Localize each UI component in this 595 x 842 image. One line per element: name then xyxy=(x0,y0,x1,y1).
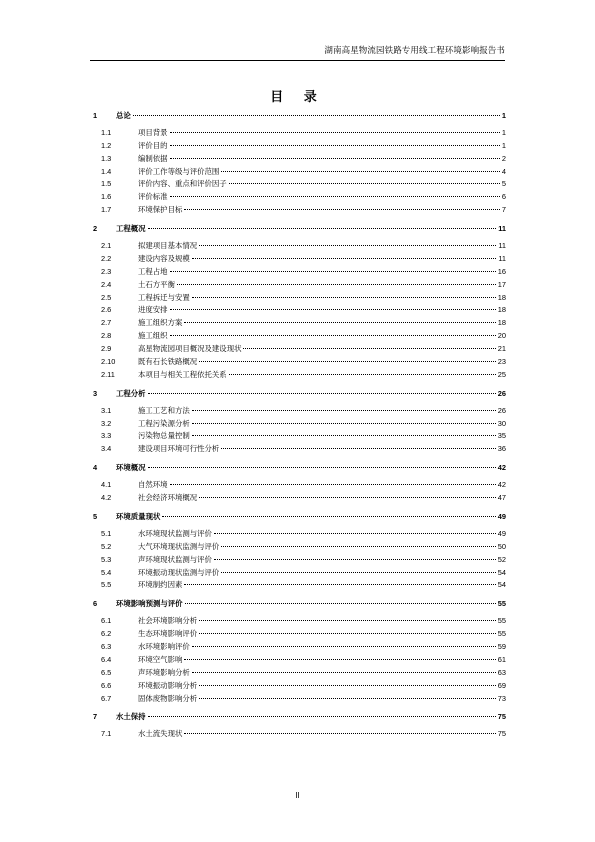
toc-entry-number: 1.7 xyxy=(101,205,112,215)
toc-dot-leader xyxy=(192,410,496,411)
toc-section-entry[interactable] xyxy=(90,166,506,179)
toc-dot-leader xyxy=(184,584,495,585)
toc-entry-page: 69 xyxy=(497,680,506,690)
toc-entry-number: 2.1 xyxy=(101,241,112,251)
table-of-contents xyxy=(90,110,506,741)
toc-entry-title: 水土保持 xyxy=(116,712,146,722)
toc-entry-number: 4.1 xyxy=(101,480,112,490)
toc-entry-title: 污染物总量控制 xyxy=(138,431,190,441)
toc-section-entry[interactable] xyxy=(90,253,506,266)
toc-dot-leader xyxy=(214,533,496,534)
toc-entry-title: 既有石长铁路概况 xyxy=(138,357,198,367)
toc-entry-number: 3 xyxy=(93,388,98,398)
toc-entry-page: 26 xyxy=(497,405,506,415)
toc-section-entry[interactable] xyxy=(90,140,506,153)
toc-entry-number: 1.6 xyxy=(101,192,112,202)
toc-entry-number: 6.5 xyxy=(101,667,112,677)
toc-entry-title: 评价标准 xyxy=(138,192,168,202)
toc-section-entry[interactable] xyxy=(90,279,506,292)
toc-entry-title: 水环境现状监测与评价 xyxy=(138,528,212,538)
toc-entry-number: 1.1 xyxy=(101,127,112,137)
toc-section-entry[interactable] xyxy=(90,443,506,456)
toc-entry-page: 16 xyxy=(497,266,506,276)
toc-dot-leader xyxy=(199,497,496,498)
toc-dot-leader xyxy=(148,393,496,394)
toc-dot-leader xyxy=(170,158,500,159)
toc-entry-number: 5.2 xyxy=(101,541,112,551)
toc-entry-title: 高星物流园项目概况及建设现状 xyxy=(138,344,242,354)
toc-entry-page: 75 xyxy=(497,729,506,739)
toc-dot-leader xyxy=(184,322,495,323)
toc-dot-leader xyxy=(199,361,496,362)
toc-section-entry[interactable] xyxy=(90,266,506,279)
toc-entry-page: 50 xyxy=(497,541,506,551)
toc-entry-title: 声环境影响分析 xyxy=(138,667,190,677)
toc-entry-number: 2.4 xyxy=(101,279,112,289)
toc-dot-leader xyxy=(192,258,497,259)
toc-entry-page: 20 xyxy=(497,331,506,341)
toc-entry-page: 42 xyxy=(497,480,506,490)
toc-dot-leader xyxy=(199,245,496,246)
toc-entry-page: 2 xyxy=(501,153,506,163)
toc-entry-title: 环境振动影响分析 xyxy=(138,680,198,690)
toc-entry-title: 评价工作等级与评价范围 xyxy=(138,166,220,176)
toc-dot-leader xyxy=(229,183,500,184)
toc-entry-page: 18 xyxy=(497,292,506,302)
toc-section-entry[interactable] xyxy=(90,528,506,541)
toc-dot-leader xyxy=(199,698,496,699)
toc-section-entry[interactable] xyxy=(90,292,506,305)
toc-chapter-entry[interactable] xyxy=(90,388,506,401)
toc-dot-leader xyxy=(184,209,500,210)
toc-entry-page: 26 xyxy=(497,388,506,398)
toc-dot-leader xyxy=(148,716,496,717)
toc-entry-page: 23 xyxy=(497,357,506,367)
toc-entry-page: 17 xyxy=(497,279,506,289)
toc-entry-title: 编制依据 xyxy=(138,153,168,163)
toc-dot-leader xyxy=(214,559,496,560)
toc-entry-number: 2.7 xyxy=(101,318,112,328)
toc-entry-title: 施工组织 xyxy=(138,331,168,341)
toc-dot-leader xyxy=(192,646,496,647)
toc-entry-number: 1 xyxy=(93,111,98,120)
toc-entry-page: 49 xyxy=(497,511,506,521)
toc-dot-leader xyxy=(243,348,495,349)
toc-entry-title: 工程占地 xyxy=(138,266,168,276)
toc-entry-title: 施工组织方案 xyxy=(138,318,183,328)
toc-entry-number: 6.6 xyxy=(101,680,112,690)
toc-entry-number: 6.7 xyxy=(101,693,112,703)
toc-entry-number: 4 xyxy=(93,463,98,473)
toc-entry-title: 环境概况 xyxy=(116,463,146,473)
toc-entry-title: 水环境影响评价 xyxy=(138,641,190,651)
page-number: II xyxy=(295,791,300,800)
toc-entry-number: 6.3 xyxy=(101,641,112,651)
toc-section-entry[interactable] xyxy=(90,369,506,382)
toc-entry-title: 工程分析 xyxy=(116,388,146,398)
running-header xyxy=(90,44,505,61)
toc-dot-leader xyxy=(199,620,496,621)
toc-dot-leader xyxy=(162,516,495,517)
toc-section-entry[interactable] xyxy=(90,330,506,343)
toc-entry-page: 1 xyxy=(501,111,506,120)
toc-entry-title: 评价目的 xyxy=(138,140,168,150)
toc-entry-number: 2.9 xyxy=(101,344,112,354)
toc-entry-page: 7 xyxy=(501,205,506,215)
toc-chapter-entry[interactable] xyxy=(90,511,506,524)
toc-section-entry[interactable] xyxy=(90,680,506,693)
toc-entry-number: 5.1 xyxy=(101,528,112,538)
toc-section-entry[interactable] xyxy=(90,667,506,680)
toc-chapter-entry[interactable] xyxy=(90,598,506,611)
toc-entry-title: 进度安排 xyxy=(138,305,168,315)
toc-entry-page: 11 xyxy=(498,241,506,251)
toc-entry-title: 声环境现状监测与评价 xyxy=(138,554,212,564)
toc-entry-number: 3.3 xyxy=(101,431,112,441)
toc-entry-number: 2.3 xyxy=(101,266,112,276)
toc-dot-leader xyxy=(221,171,500,172)
toc-dot-leader xyxy=(148,467,496,468)
toc-section-entry[interactable] xyxy=(90,304,506,317)
toc-section-entry[interactable] xyxy=(90,615,506,628)
toc-entry-page: 47 xyxy=(497,493,506,503)
toc-section-entry[interactable] xyxy=(90,343,506,356)
toc-section-entry[interactable] xyxy=(90,479,506,492)
toc-entry-number: 1.2 xyxy=(101,140,112,150)
toc-entry-title: 固体废物影响分析 xyxy=(138,693,198,703)
toc-entry-page: 55 xyxy=(497,599,506,609)
toc-entry-number: 6.1 xyxy=(101,616,112,626)
toc-entry-page: 59 xyxy=(497,641,506,651)
toc-section-entry[interactable] xyxy=(90,492,506,505)
toc-dot-leader xyxy=(170,484,496,485)
toc-entry-page: 55 xyxy=(497,616,506,626)
toc-entry-number: 1.3 xyxy=(101,153,112,163)
toc-entry-title: 社会环境影响分析 xyxy=(138,616,198,626)
toc-dot-leader xyxy=(184,659,495,660)
toc-entry-number: 6 xyxy=(93,599,98,609)
toc-dot-leader xyxy=(170,196,500,197)
toc-dot-leader xyxy=(170,309,496,310)
toc-section-entry[interactable] xyxy=(90,554,506,567)
toc-entry-title: 环境影响预测与评价 xyxy=(116,599,183,609)
toc-entry-number: 5.4 xyxy=(101,567,112,577)
toc-entry-number: 2.11 xyxy=(101,369,115,379)
toc-dot-leader xyxy=(170,132,500,133)
toc-entry-number: 6.2 xyxy=(101,629,112,639)
toc-entry-title: 拟建项目基本情况 xyxy=(138,241,198,251)
toc-entry-number: 7.1 xyxy=(101,729,112,739)
toc-entry-title: 总论 xyxy=(116,111,131,120)
toc-entry-number: 6.4 xyxy=(101,654,112,664)
toc-section-entry[interactable] xyxy=(90,356,506,369)
toc-entry-title: 环境空气影响 xyxy=(138,654,183,664)
toc-section-entry[interactable] xyxy=(90,418,506,431)
toc-dot-leader xyxy=(192,297,496,298)
toc-entry-title: 建设内容及规模 xyxy=(138,253,190,263)
toc-entry-title: 大气环境现状监测与评价 xyxy=(138,541,220,551)
toc-section-entry[interactable] xyxy=(90,191,506,204)
toc-chapter-entry[interactable] xyxy=(90,462,506,475)
toc-entry-page: 30 xyxy=(497,418,506,428)
toc-entry-title: 工程概况 xyxy=(116,224,146,234)
toc-entry-title: 土石方平衡 xyxy=(138,279,175,289)
toc-entry-title: 水土流失现状 xyxy=(138,729,183,739)
toc-entry-number: 2 xyxy=(93,224,98,234)
toc-entry-number: 4.2 xyxy=(101,493,112,503)
toc-chapter-entry[interactable] xyxy=(90,711,506,724)
toc-entry-number: 3.4 xyxy=(101,444,112,454)
toc-section-entry[interactable] xyxy=(90,178,506,191)
toc-section-entry[interactable] xyxy=(90,693,506,706)
toc-entry-number: 3.1 xyxy=(101,405,112,415)
toc-entry-page: 54 xyxy=(497,567,506,577)
toc-entry-page: 1 xyxy=(501,140,506,150)
toc-entry-title: 评价内容、重点和评价因子 xyxy=(138,179,227,189)
toc-entry-title: 工程拆迁与安置 xyxy=(138,292,190,302)
toc-section-entry[interactable] xyxy=(90,628,506,641)
toc-section-entry[interactable] xyxy=(90,317,506,330)
toc-entry-title: 工程污染源分析 xyxy=(138,418,190,428)
toc-entry-page: 73 xyxy=(497,693,506,703)
toc-entry-title: 环境制约因素 xyxy=(138,580,183,590)
toc-entry-number: 5.3 xyxy=(101,554,112,564)
toc-section-entry[interactable] xyxy=(90,430,506,443)
toc-entry-page: 36 xyxy=(497,444,506,454)
toc-entry-number: 5.5 xyxy=(101,580,112,590)
toc-entry-title: 施工工艺和方法 xyxy=(138,405,190,415)
toc-entry-page: 5 xyxy=(501,179,506,189)
toc-entry-number: 2.2 xyxy=(101,253,112,263)
toc-dot-leader xyxy=(184,733,495,734)
toc-entry-title: 环境振动现状监测与评价 xyxy=(138,567,220,577)
toc-entry-page: 55 xyxy=(497,629,506,639)
toc-chapter-entry[interactable] xyxy=(90,223,506,236)
toc-section-entry[interactable] xyxy=(90,127,506,140)
toc-entry-page: 1 xyxy=(501,127,506,137)
toc-section-entry[interactable] xyxy=(90,567,506,580)
toc-entry-title: 环境保护目标 xyxy=(138,205,183,215)
toc-entry-number: 2.5 xyxy=(101,292,112,302)
toc-entry-page: 4 xyxy=(501,166,506,176)
toc-entry-page: 63 xyxy=(497,667,506,677)
toc-section-entry[interactable] xyxy=(90,240,506,253)
toc-entry-number: 3.2 xyxy=(101,418,112,428)
toc-entry-page: 54 xyxy=(497,580,506,590)
toc-section-entry[interactable] xyxy=(90,579,506,592)
toc-section-entry[interactable] xyxy=(90,641,506,654)
toc-section-entry[interactable] xyxy=(90,654,506,667)
toc-section-entry[interactable] xyxy=(90,153,506,166)
toc-entry-title: 自然环境 xyxy=(138,480,168,490)
toc-dot-leader xyxy=(170,271,496,272)
toc-dot-leader xyxy=(221,572,495,573)
toc-dot-leader xyxy=(221,448,495,449)
toc-section-entry[interactable] xyxy=(90,405,506,418)
toc-section-entry[interactable] xyxy=(90,204,506,217)
toc-dot-leader xyxy=(133,115,500,116)
toc-entry-number: 1.5 xyxy=(101,179,112,189)
toc-entry-page: 11 xyxy=(498,253,506,263)
toc-dot-leader xyxy=(192,435,496,436)
toc-dot-leader xyxy=(148,228,497,229)
toc-dot-leader xyxy=(192,672,496,673)
toc-entry-page: 75 xyxy=(497,712,506,722)
toc-entry-page: 61 xyxy=(497,654,506,664)
toc-entry-page: 21 xyxy=(497,344,506,354)
toc-entry-number: 5 xyxy=(93,511,98,521)
toc-entry-number: 2.10 xyxy=(101,357,116,367)
toc-entry-page: 35 xyxy=(497,431,506,441)
toc-entry-title: 本项目与相关工程依托关系 xyxy=(138,369,227,379)
toc-entry-number: 2.6 xyxy=(101,305,112,315)
toc-entry-number: 1.4 xyxy=(101,166,112,176)
toc-dot-leader xyxy=(177,284,496,285)
toc-entry-page: 49 xyxy=(497,528,506,538)
toc-entry-page: 52 xyxy=(497,554,506,564)
toc-dot-leader xyxy=(199,633,496,634)
toc-entry-page: 25 xyxy=(497,369,506,379)
toc-section-entry[interactable] xyxy=(90,728,506,741)
toc-dot-leader xyxy=(199,685,496,686)
toc-dot-leader xyxy=(221,546,495,547)
toc-entry-title: 项目背景 xyxy=(138,127,168,137)
toc-chapter-entry[interactable] xyxy=(90,110,506,123)
toc-entry-title: 社会经济环境概况 xyxy=(138,493,198,503)
toc-entry-page: 18 xyxy=(497,305,506,315)
toc-entry-title: 生态环境影响评价 xyxy=(138,629,198,639)
toc-dot-leader xyxy=(192,423,496,424)
toc-dot-leader xyxy=(170,145,500,146)
toc-entry-page: 18 xyxy=(497,318,506,328)
toc-dot-leader xyxy=(229,374,496,375)
toc-entry-number: 7 xyxy=(93,712,98,722)
header-title: 湖南高星物流园铁路专用线工程环境影响报告书 xyxy=(324,46,505,56)
toc-section-entry[interactable] xyxy=(90,541,506,554)
toc-dot-leader xyxy=(170,335,496,336)
page-title: 目 录 xyxy=(270,90,325,105)
toc-dot-leader xyxy=(185,603,496,604)
toc-entry-title: 建设项目环境可行性分析 xyxy=(138,444,220,454)
toc-entry-page: 11 xyxy=(498,224,506,234)
toc-entry-title: 环境质量现状 xyxy=(116,511,161,521)
toc-entry-page: 42 xyxy=(497,463,506,473)
toc-entry-number: 2.8 xyxy=(101,331,112,341)
toc-entry-page: 6 xyxy=(501,192,506,202)
